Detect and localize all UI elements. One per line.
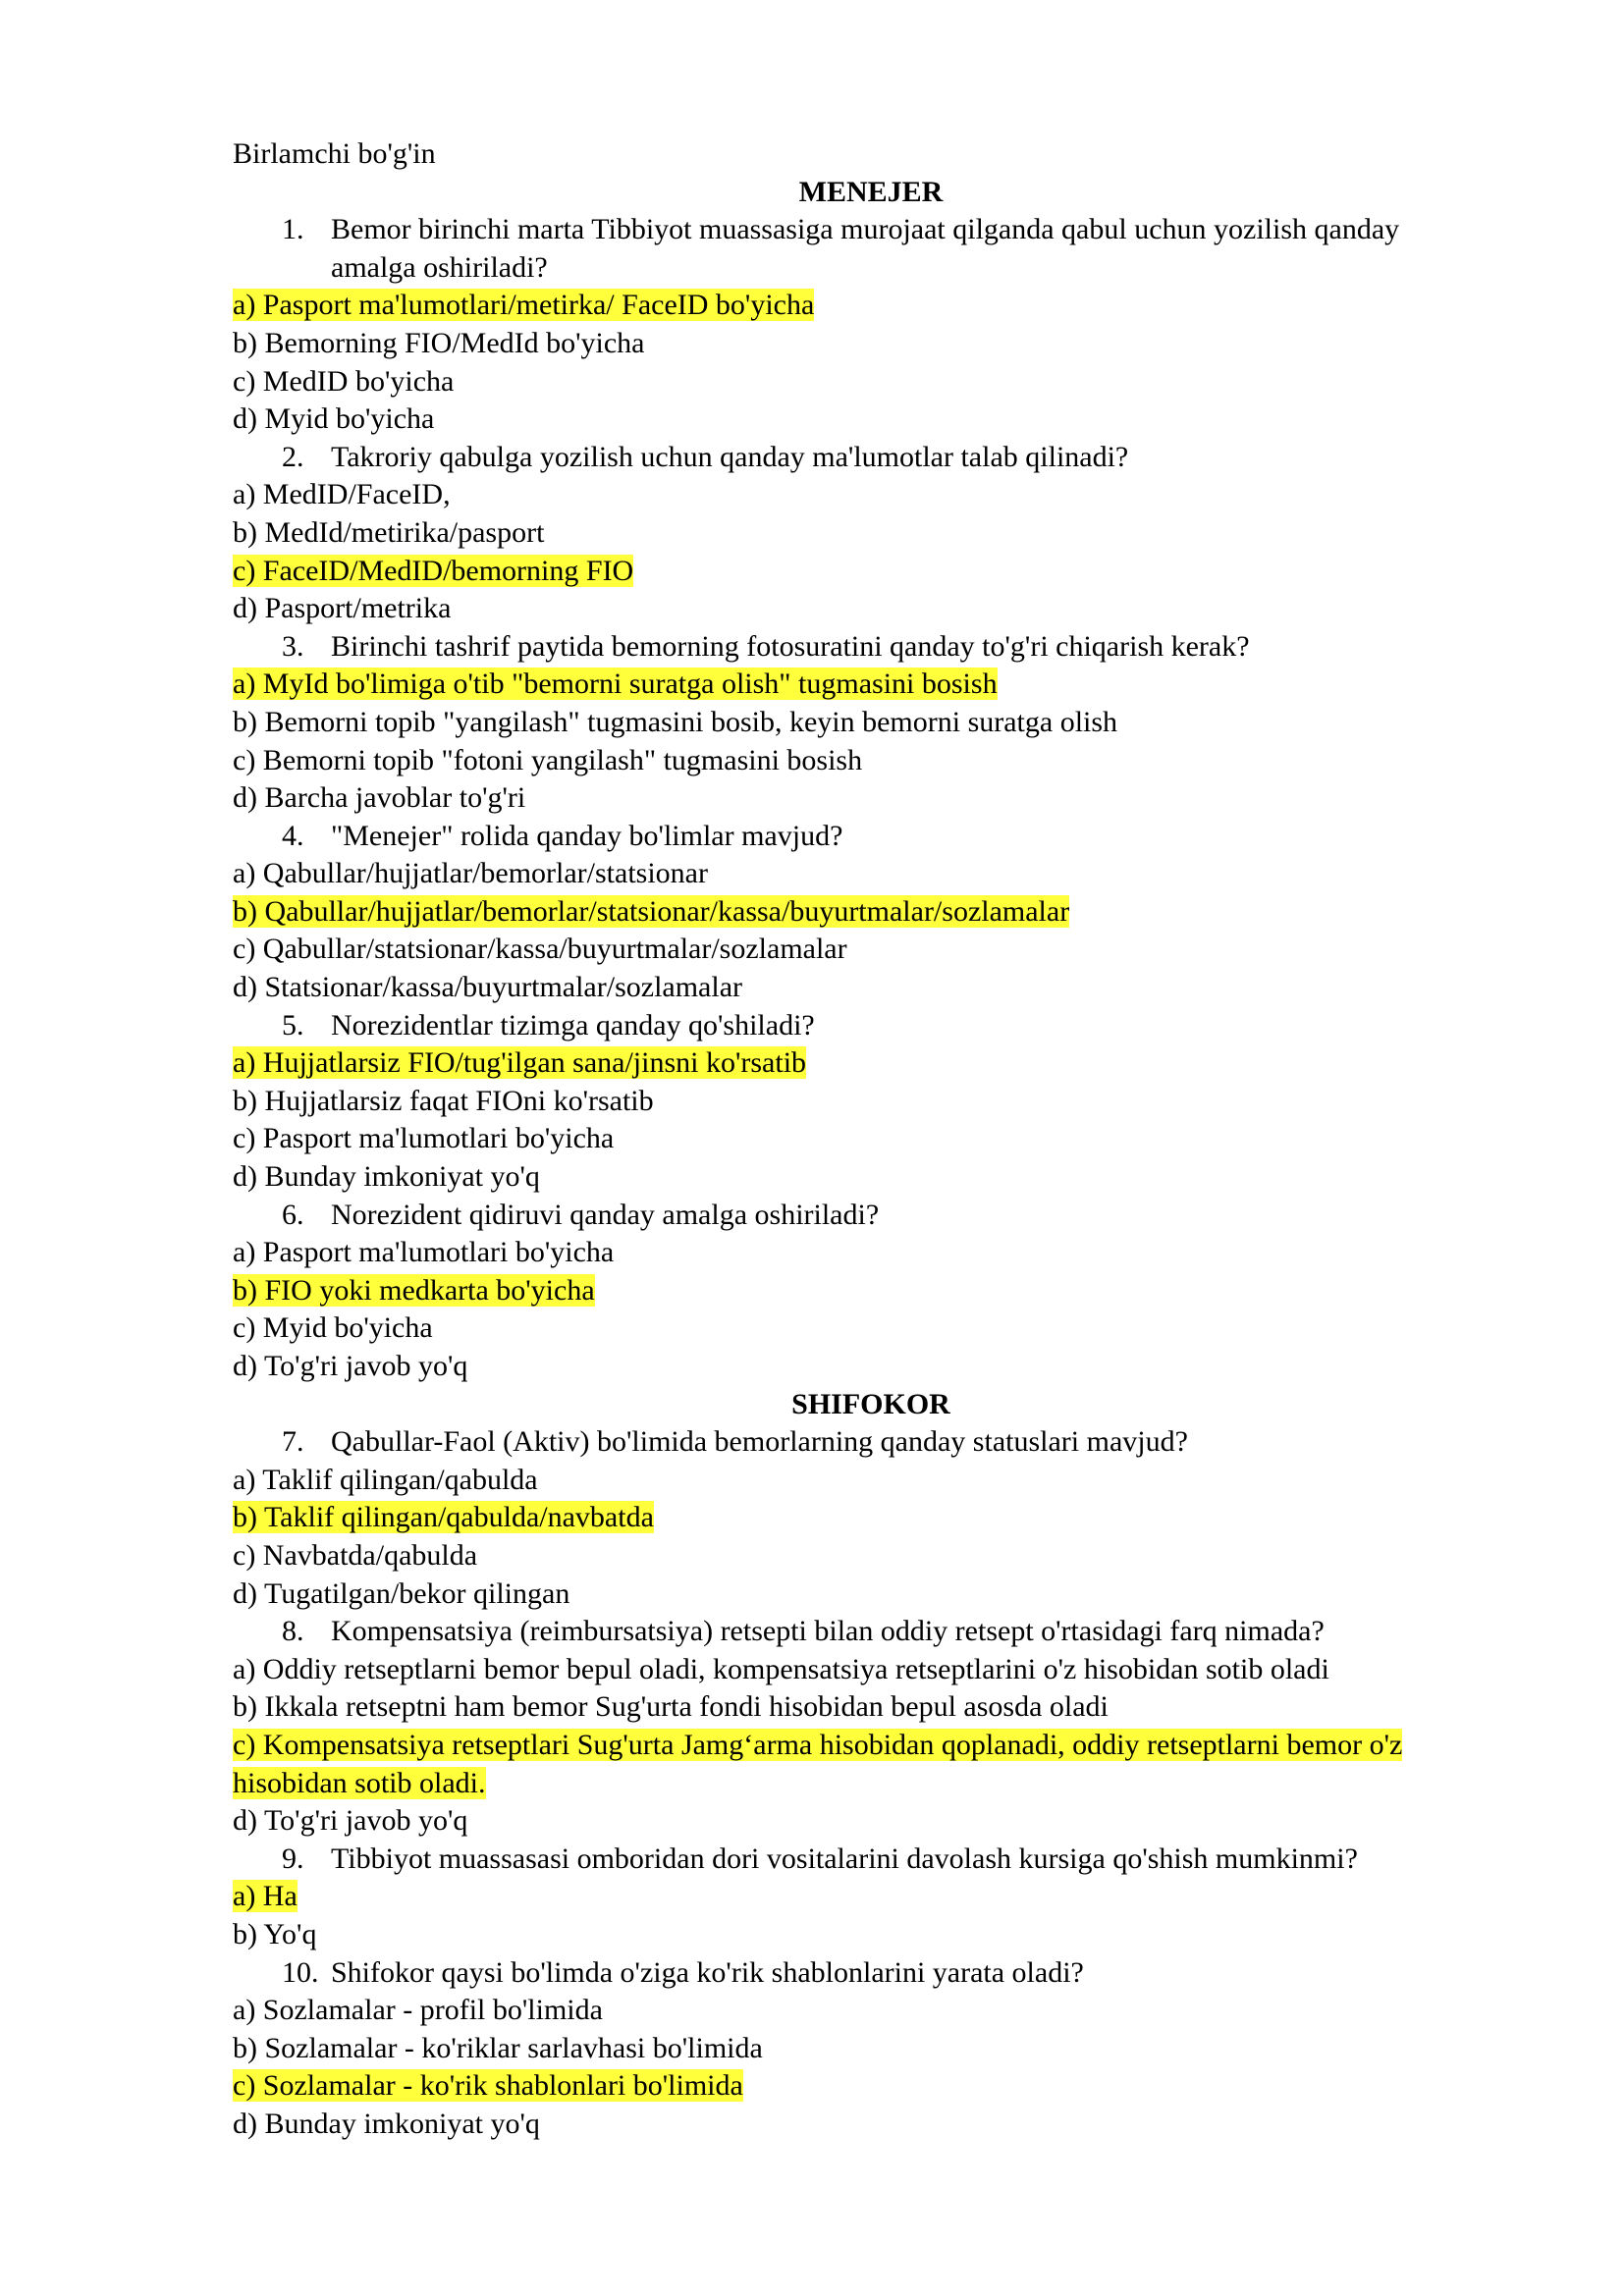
answer-option-correct (233, 2067, 1509, 2106)
answer-option-correct (233, 1044, 1509, 1083)
answer-option (233, 1651, 1509, 1689)
answer-option (233, 855, 1509, 893)
answer-option (233, 1575, 1509, 1614)
answer-option-correct (233, 1499, 1509, 1537)
answer-text: b) Bemorni topib "yangilash" tugmasini bosib, keyin bemorni suratga olish (233, 705, 1118, 738)
answer-text: d) Tugatilgan/bekor qilingan (233, 1576, 570, 1610)
answer-option (233, 476, 1509, 514)
quiz-section (233, 1386, 1509, 2144)
answer-text: b) Bemorning FIO/MedId bo'yicha (233, 326, 645, 359)
answer-option (233, 1158, 1509, 1197)
answer-text: d) Pasport/metrika (233, 592, 452, 625)
answer-option (233, 590, 1509, 628)
question-number: 2. (282, 440, 304, 473)
answer-option (233, 514, 1509, 553)
question-number: 4. (282, 819, 304, 852)
answer-text: b) Sozlamalar - ko'riklar sarlavhasi bo'limida (233, 2031, 763, 2064)
answer-option (233, 1083, 1509, 1121)
answer-text: d) Barcha javoblar to'g'ri (233, 781, 526, 815)
question-text: Bemor birinchi marta Tibbiyot muassasiga murojaat qilganda qabul uchun yozilish qanday amalga oshiriladi? (331, 213, 1400, 284)
answer-option (233, 2106, 1509, 2144)
answer-option (233, 1992, 1509, 2030)
answer-option-correct (233, 553, 1509, 591)
answer-text: d) Statsionar/kassa/buyurtmalar/sozlamalar (233, 971, 743, 1004)
answer-option-correct (233, 1878, 1509, 1916)
question-text: Birinchi tashrif paytida bemorning fotosuratini qanday to'g'ri chiqarish kerak? (331, 629, 1250, 663)
answer-option-correct (233, 666, 1509, 704)
highlighted-answer-text: b) Qabullar/hujjatlar/bemorlar/statsionar/kassa/buyurtmalar/sozlamalar (233, 894, 1070, 928)
section-heading: MENEJER (798, 175, 944, 208)
quiz-sections (233, 174, 1509, 2144)
question-text: Norezidentlar tizimga qanday qo'shiladi? (331, 1008, 815, 1041)
answer-text: a) Pasport ma'lumotlari bo'yicha (233, 1236, 615, 1269)
answer-text: c) Pasport ma'lumotlari bo'yicha (233, 1122, 615, 1155)
question (233, 1841, 1509, 1879)
question (233, 1007, 1509, 1045)
question (233, 818, 1509, 856)
question-number: 6. (282, 1198, 304, 1231)
answer-option (233, 779, 1509, 818)
answer-text: b) Ikkala retseptni ham bemor Sug'urta fondi hisobidan bepul asosda oladi (233, 1690, 1109, 1724)
question-number: 7. (282, 1425, 304, 1459)
question-number: 8. (282, 1615, 304, 1648)
answer-option (233, 1688, 1509, 1727)
question-text: "Menejer" rolida qanday bo'limlar mavjud? (331, 819, 843, 852)
question (233, 1954, 1509, 1993)
answer-option (233, 704, 1509, 742)
answer-option (233, 1309, 1509, 1348)
answer-option-correct (233, 893, 1509, 932)
answer-option (233, 1348, 1509, 1386)
question-text: Takroriy qabulga yozilish uchun qanday ma'lumotlar talab qilinadi? (331, 440, 1129, 473)
answer-text: a) Sozlamalar - profil bo'limida (233, 1994, 603, 2027)
highlighted-answer-text: a) MyId bo'limiga o'tib "bemorni suratga olish" tugmasini bosish (233, 667, 998, 701)
answer-text: c) Myid bo'yicha (233, 1311, 433, 1345)
answer-text: c) Navbatda/qabulda (233, 1538, 478, 1572)
quiz-section (233, 174, 1509, 1386)
answer-text: d) Bunday imkoniyat yo'q (233, 2107, 540, 2140)
answer-text: c) Bemorni topib "fotoni yangilash" tugmasini bosish (233, 743, 863, 776)
question-text: Norezident qidiruvi qanday amalga oshiriladi? (331, 1198, 880, 1231)
question (233, 1423, 1509, 1462)
answer-text: c) Qabullar/statsionar/kassa/buyurtmalar/sozlamalar (233, 933, 847, 966)
answer-text: a) Qabullar/hujjatlar/bemorlar/statsionar (233, 857, 708, 890)
question-number: 9. (282, 1842, 304, 1875)
answer-option-correct (233, 1272, 1509, 1310)
highlighted-answer-text: a) Hujjatlarsiz FIO/tug'ilgan sana/jinsni ko'rsatib (233, 1046, 807, 1080)
document-page (233, 135, 1509, 2143)
answer-option (233, 969, 1509, 1007)
answer-option (233, 1802, 1509, 1841)
question (233, 628, 1509, 667)
question-number: 3. (282, 629, 304, 663)
answer-text: d) To'g'ri javob yo'q (233, 1350, 468, 1382)
answer-option-correct (233, 1727, 1509, 1802)
answer-text: b) MedId/metirika/pasport (233, 515, 545, 549)
answer-option (233, 1537, 1509, 1575)
highlighted-answer-text: c) Sozlamalar - ko'rik shablonlari bo'limida (233, 2069, 743, 2103)
question-text: Kompensatsiya (reimbursatsiya) retsepti bilan oddiy retsept o'rtasidagi farq nimada? (331, 1615, 1325, 1648)
question (233, 439, 1509, 477)
question-text: Shifokor qaysi bo'limda o'ziga ko'rik shablonlarini yarata oladi? (331, 1955, 1084, 1989)
question (233, 1197, 1509, 1235)
section-heading: SHIFOKOR (791, 1387, 950, 1420)
answer-text: d) To'g'ri javob yo'q (233, 1804, 468, 1838)
question-number: 5. (282, 1008, 304, 1041)
answer-option (233, 1916, 1509, 1954)
answer-option (233, 400, 1509, 439)
highlighted-answer-text: b) Taklif qilingan/qabulda/navbatda (233, 1501, 654, 1534)
highlighted-answer-text: b) FIO yoki medkarta bo'yicha (233, 1273, 595, 1307)
answer-option (233, 1234, 1509, 1272)
answer-option (233, 931, 1509, 969)
answer-text: d) Myid bo'yicha (233, 402, 435, 436)
answer-text: a) Taklif qilingan/qabulda (233, 1463, 538, 1496)
answer-text: b) Hujjatlarsiz faqat FIOni ko'rsatib (233, 1084, 654, 1117)
answer-text: b) Yo'q (233, 1917, 317, 1950)
answer-text: c) MedID bo'yicha (233, 364, 455, 398)
answer-option (233, 2030, 1509, 2068)
highlighted-answer-text: c) FaceID/MedID/bemorning FIO (233, 554, 634, 587)
question-text: Qabullar-Faol (Aktiv) bo'limida bemorlarning qanday statuslari mavjud? (331, 1425, 1188, 1459)
highlighted-answer-text: c) Kompensatsiya retseptlari Sug'urta Jamg‘arma hisobidan qoplanadi, oddiy retseptlarni bemor o'z hisobidan sotib oladi. (233, 1728, 1403, 1799)
question-number: 1. (282, 213, 304, 246)
answer-text: a) Oddiy retseptlarni bemor bepul oladi, kompensatsiya retseptlarini o'z hisobidan sotib oladi (233, 1652, 1329, 1685)
answer-text: d) Bunday imkoniyat yo'q (233, 1160, 540, 1194)
answer-text: a) MedID/FaceID, (233, 478, 451, 511)
answer-option (233, 325, 1509, 363)
question-text: Tibbiyot muassasasi omboridan dori vositalarini davolash kursiga qo'shish mumkinmi? (331, 1842, 1358, 1875)
answer-option (233, 742, 1509, 780)
answer-option-correct (233, 287, 1509, 325)
highlighted-answer-text: a) Ha (233, 1880, 298, 1913)
question (233, 1613, 1509, 1651)
question-number: 10. (282, 1955, 319, 1989)
answer-option (233, 1462, 1509, 1500)
question (233, 211, 1509, 287)
document-title: Birlamchi bo'g'in (233, 137, 436, 170)
answer-option (233, 363, 1509, 401)
highlighted-answer-text: a) Pasport ma'lumotlari/metirka/ FaceID bo'yicha (233, 289, 815, 322)
answer-option (233, 1120, 1509, 1158)
